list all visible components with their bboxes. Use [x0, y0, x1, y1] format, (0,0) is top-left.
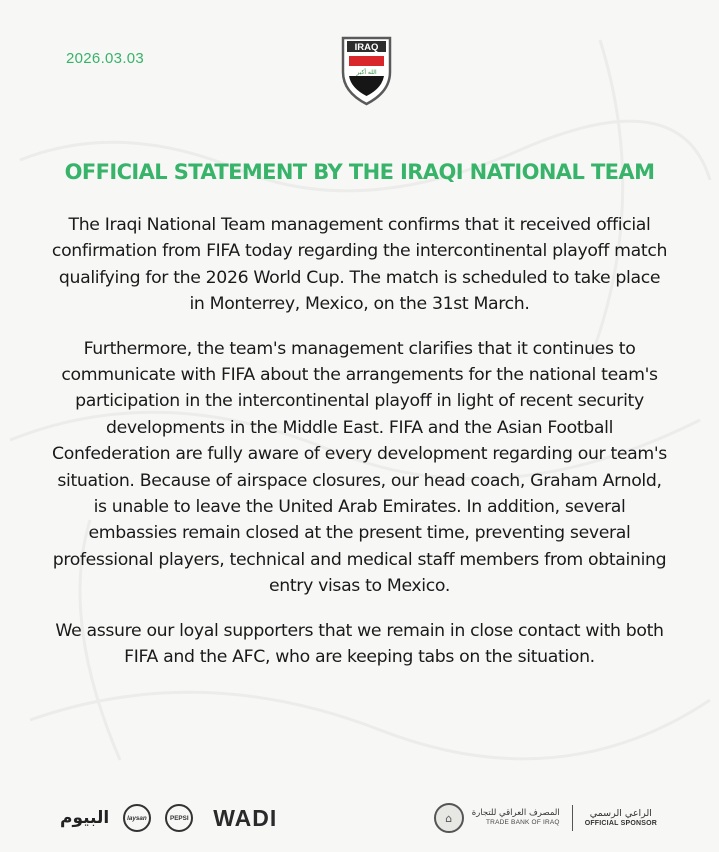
laysan-logo: laysan: [123, 804, 151, 832]
statement-paragraph-1: The Iraqi National Team management confirms that it received official confirmation from FIFA today regarding the intercontinental playoff match qualifying for the 2026 World Cup. The match is scheduled to take place in Monterrey, Mexico, on the 31st March.: [51, 215, 668, 315]
svg-text:الله أكبر: الله أكبر: [356, 69, 377, 76]
trade-bank-name-en: TRADE BANK OF IRAQ: [486, 819, 560, 827]
statement-body: [50, 212, 669, 671]
official-sponsor-en: OFFICIAL SPONSOR: [584, 819, 657, 827]
statement-paragraph-3: We assure our loyal supporters that we remain in close contact with both FIFA and the AFC, who are keeping tabs on the situation.: [55, 620, 664, 668]
trade-bank-logo: [472, 809, 560, 826]
pepsi-logo: PEPSI: [165, 804, 193, 832]
svg-text:IRAQ: IRAQ: [354, 42, 379, 53]
trade-bank-emblem-icon: ⌂: [434, 803, 464, 833]
albayan-logo: البيوم: [60, 808, 110, 828]
official-sponsor-label: [585, 808, 657, 828]
official-sponsor-ar: الراعي الرسمي: [589, 808, 652, 820]
statement-paragraph-2: Furthermore, the team's management clarifies that it continues to communicate with FIFA about the arrangements for the national team's participation in the intercontinental playoff in light of recent security developments in the Middle East. FIFA and the Asian Football Confederation are fully aware of every development regarding our team's situation. Because of airspace closures, our head coach, Graham Arnold, is unable to leave the United Arab Emirates. In addition, several embassies remain closed at the present time, preventing several professional players, technical and medical staff members from obtaining entry visas to Mexico.: [52, 338, 667, 597]
trade-bank-name-ar: المصرف العراقي للتجارة: [471, 808, 560, 819]
partner-logos: [60, 800, 277, 836]
official-sponsor-block: [434, 798, 657, 838]
statement-date: 2026.03.03: [66, 50, 145, 67]
statement-title: OFFICIAL STATEMENT BY THE IRAQI NATIONAL TEAM: [64, 160, 655, 184]
iraq-football-crest-logo: [340, 36, 393, 106]
sponsor-divider: [572, 805, 573, 831]
wadi-logo: WADI: [213, 804, 278, 831]
